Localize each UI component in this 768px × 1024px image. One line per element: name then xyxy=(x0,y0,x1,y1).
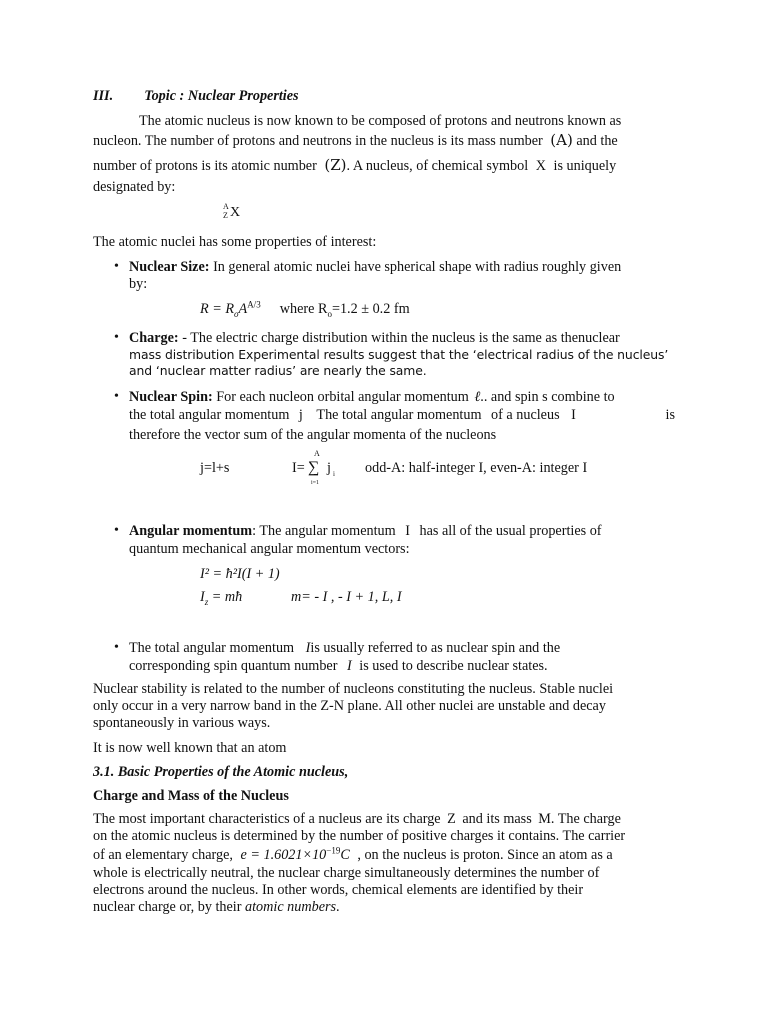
final-line-3: of an elementary charge, $e = 1.6021\times 10^{-19}C$ , on the nucleus is proton. Since an atom as a xyxy=(93,845,613,863)
total-line-2: corresponding spin quantum number I is used to describe nuclear states. xyxy=(129,658,548,674)
size-line-2: by: xyxy=(129,276,148,292)
angular-line-1: Angular momentum: The angular momentum I has all of the usual properties of xyxy=(129,523,602,539)
spin-eq-3: odd-A: half-integer I, even-A: integer I xyxy=(365,460,588,476)
final-line-5: electrons around the nucleus. In other words, chemical elements are identified by their xyxy=(93,882,584,898)
spin-line-1: Nuclear Spin: For each nucleon orbital angular momentum ℓ.. and spin s combine to xyxy=(129,389,615,405)
intro-line-1: The atomic nucleus is now known to be composed of protons and neutrons known as xyxy=(139,113,622,129)
bullet-icon: • xyxy=(114,523,119,538)
angular-eq-1: I² = ħ²I(I + 1) xyxy=(200,566,280,582)
heading-number: III. xyxy=(93,88,114,104)
angular-line-2: quantum mechanical angular momentum vectors: xyxy=(129,541,410,557)
bullet-icon: • xyxy=(114,389,119,404)
charge-line-3: and ‘nuclear matter radius’ are nearly the same. xyxy=(129,363,427,378)
spin-line-2: the total angular momentum j The total angular momentum of a nucleus I is xyxy=(129,407,675,423)
spin-eq-1: j=l+s xyxy=(200,460,230,476)
section-heading xyxy=(93,87,676,105)
heading-topic: Topic : Nuclear Properties xyxy=(144,88,299,104)
bullet-icon: • xyxy=(114,640,119,655)
angular-eq-3: m= - I , - I + 1, L, I xyxy=(291,589,402,605)
properties-intro: The atomic nuclei has some properties of interest: xyxy=(93,234,377,250)
charge-mass-heading: Charge and Mass of the Nucleus xyxy=(93,788,289,804)
final-line-2: on the atomic nucleus is determined by the number of positive charges it contains. The carrier xyxy=(93,828,626,844)
final-line-6: nuclear charge or, by their atomic numbers. xyxy=(93,899,340,915)
bullet-icon: • xyxy=(114,330,119,345)
stability-line-2: only occur in a very narrow band in the Z-N plane. All other nuclei are unstable and decay xyxy=(93,698,606,714)
charge-line-2: mass distribution Experimental results suggest that the ‘electrical radius of the nucleus’ xyxy=(129,347,669,362)
intro-line-4: designated by: xyxy=(93,179,176,195)
stability-line-3: spontaneously in various ways. xyxy=(93,715,271,731)
angular-eq-2: $I_z$ = mħ xyxy=(200,589,243,607)
final-line-4: whole is electrically neutral, the nuclear charge simultaneously determines the number of xyxy=(93,865,600,881)
size-formula: $R = R_oA^{A/3}$ where $R_o=1.2 \pm 0.2$ fm xyxy=(200,299,410,319)
size-line-1: Nuclear Size: In general atomic nuclei have spherical shape with radius roughly given xyxy=(129,259,622,275)
final-line-1: The most important characteristics of a nucleus are its charge Z and its mass M. The charge xyxy=(93,811,621,827)
intro-line-2: nucleon. The number of protons and neutrons in the nucleus is its mass number (A) and the xyxy=(93,131,618,149)
nuclide-notation: A Z X xyxy=(223,202,241,220)
charge-line-1: Charge: - The electric charge distribution within the nucleus is the same as thenuclear xyxy=(129,330,620,346)
bullet-icon: • xyxy=(114,259,119,274)
atom-line: It is now well known that an atom xyxy=(93,740,287,756)
spin-eq-2: I= A ∑ i=1 j i xyxy=(292,449,335,486)
stability-line-1: Nuclear stability is related to the number of nucleons constituting the nucleus. Stable nuclei xyxy=(93,681,614,697)
intro-line-3: number of protons is its atomic number (Z). A nucleus, of chemical symbol X is uniquely xyxy=(93,156,617,174)
total-line-1: The total angular momentum Iis usually referred to as nuclear spin and the xyxy=(129,640,561,656)
subsection-heading: 3.1. Basic Properties of the Atomic nucleus, xyxy=(93,764,349,780)
spin-line-3: therefore the vector sum of the angular momenta of the nucleons xyxy=(129,427,497,443)
